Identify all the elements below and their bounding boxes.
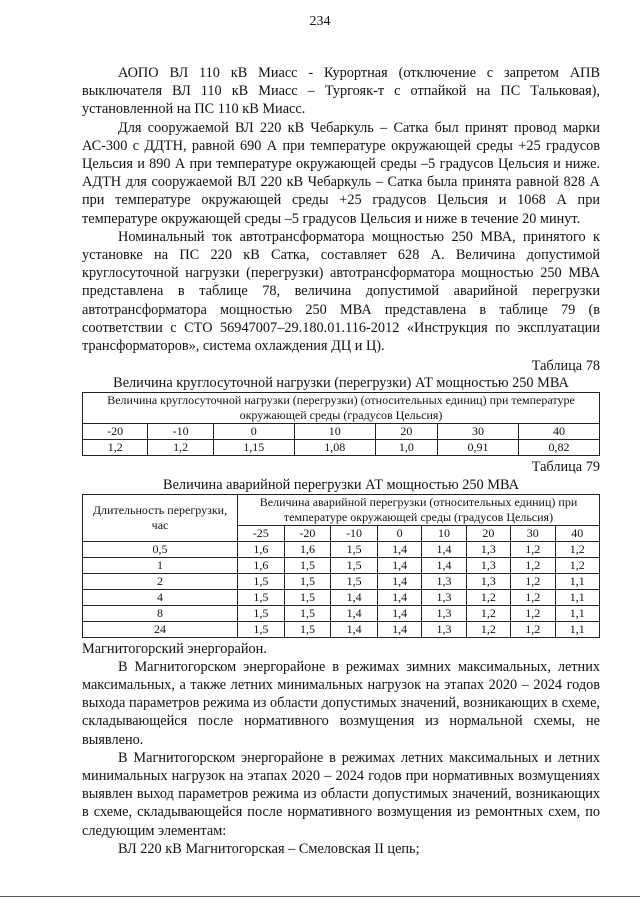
table-79-duration-header: Длительность перегрузки, час (83, 494, 238, 541)
value-cell: 1,2 (555, 541, 600, 557)
value-cell: 1,1 (555, 573, 600, 589)
table-row (83, 573, 600, 589)
temp-cell: -20 (83, 424, 148, 440)
table-78-caption: Величина круглосуточной нагрузки (перегрузки) АТ мощностью 250 МВА (113, 375, 569, 392)
value-cell: 1,6 (238, 557, 285, 573)
section-title: Магнитогорский энергорайон. (82, 640, 267, 657)
value-cell: 1,5 (284, 621, 331, 637)
value-cell: 1,5 (284, 605, 331, 621)
value-cell: 1,5 (238, 589, 285, 605)
value-cell: 0,91 (437, 440, 518, 456)
value-cell: 1,2 (466, 605, 510, 621)
temp-cell: 40 (518, 424, 599, 440)
paragraph: Для сооружаемой ВЛ 220 кВ Чебаркуль – Сатка был принят провод марки АС-300 с ДДТН, равной 690 А при температуре окружающей среды +25 градусов Цельсия и 890 А при температуре окружающей среды –5 градусов Цельсия и ниже. АДТН для сооружаемой ВЛ 220 кВ Чебаркуль – Сатка была принята равной 828 А при температуре окружающей среды +25 градусов Цельсия и 1068 А при температуре окружающей среды –5 градусов Цельсия и ниже в течение 20 минут. (82, 119, 600, 227)
value-cell: 1,2 (511, 573, 555, 589)
value-cell: 1,5 (331, 557, 378, 573)
value-cell: 1,4 (331, 605, 378, 621)
value-cell: 1,4 (377, 621, 421, 637)
table-row (83, 621, 600, 637)
page-number: 234 (309, 14, 331, 29)
value-cell: 1,2 (466, 621, 510, 637)
value-cell: 1,3 (466, 541, 510, 557)
value-cell: 1,2 (511, 621, 555, 637)
temp-cell: -25 (238, 525, 285, 541)
table-78-temps-row (83, 424, 600, 440)
value-cell: 1,3 (422, 573, 466, 589)
table-79-label: Таблица 79 (531, 459, 600, 476)
table-78-values-row (83, 440, 600, 456)
value-cell: 1,5 (238, 605, 285, 621)
value-cell: 1,2 (511, 589, 555, 605)
temp-cell: 40 (555, 525, 600, 541)
bottom-divider (0, 896, 640, 897)
value-cell: 1,4 (377, 557, 421, 573)
paragraph: АОПО ВЛ 110 кВ Миасс - Курортная (отключение с запретом АПВ выключателя ВЛ 110 кВ Миасс – Тургояк-т с отпайкой на ПС Тальковая), установленной на ПС 110 кВ Миасс. (82, 65, 600, 118)
temp-cell: 0 (377, 525, 421, 541)
value-cell: 1,2 (511, 605, 555, 621)
value-cell: 1,5 (284, 573, 331, 589)
paragraph: В Магнитогорском энергорайоне в режимах зимних максимальных, летних максимальных, а также летних минимальных нагрузок на этапах 2020 – 2024 годов выхода параметров режима из области допустимых значений, возникающих в схеме, складывающейся после нормативного возмущения из нормальной схемы, не выявлено. (82, 658, 600, 748)
value-cell: 1,1 (555, 621, 600, 637)
value-cell: 1,3 (422, 621, 466, 637)
value-cell: 1,3 (466, 557, 510, 573)
table-78 (82, 392, 600, 456)
value-cell: 1,4 (377, 589, 421, 605)
table-79-caption: Величина аварийной перегрузки АТ мощностью 250 МВА (163, 476, 519, 493)
paragraph: Номинальный ток автотрансформатора мощностью 250 МВА, принятого к установке на ПС 220 кВ Сатка, составляет 628 А. Величина допустимой круглосуточной нагрузки (перегрузки) автотрансформатора мощностью 250 МВА представлена в таблице 78, величина допустимой аварийной перегрузки автотрансформатора мощностью 250 МВА представлена в таблице 79 (в соответствии с СТО 56947007–29.180.01.116-2012 «Инструкция по эксплуатации трансформаторов», система охлаждения ДЦ и Ц). (82, 228, 600, 355)
value-cell: 1,15 (213, 440, 294, 456)
value-cell: 1,0 (375, 440, 437, 456)
value-cell: 1,3 (422, 605, 466, 621)
temp-cell: 0 (213, 424, 294, 440)
value-cell: 1,1 (555, 589, 600, 605)
value-cell: 1,5 (331, 541, 378, 557)
duration-cell: 2 (83, 573, 238, 589)
value-cell: 1,08 (294, 440, 375, 456)
duration-cell: 0,5 (83, 541, 238, 557)
value-cell: 1,5 (238, 621, 285, 637)
table-79 (82, 494, 600, 638)
table-79-header: Величина аварийной перегрузки (относительных единиц) при температуре окружающей среды (градусов Цельсия) (238, 494, 600, 525)
temp-cell: 10 (294, 424, 375, 440)
value-cell: 1,3 (466, 573, 510, 589)
duration-cell: 8 (83, 605, 238, 621)
value-cell: 1,4 (331, 621, 378, 637)
duration-cell: 1 (83, 557, 238, 573)
temp-cell: 10 (422, 525, 466, 541)
value-cell: 1,4 (331, 589, 378, 605)
value-cell: 1,4 (422, 541, 466, 557)
value-cell: 1,4 (377, 573, 421, 589)
paragraph: В Магнитогорском энергорайоне в режимах летних максимальных и летних минимальных нагрузок на этапах 2020 – 2024 годов при нормативных возмущениях выявлен выход параметров режима из области допустимых значений, возникающих в схеме, складывающейся после нормативного возмущения из ремонтных схем, по следующим элементам: (82, 749, 600, 839)
table-78-header: Величина круглосуточной нагрузки (перегрузки) (относительных единиц) при температуре окружающей среды (градусов Цельсия) (83, 393, 600, 424)
value-cell: 1,2 (555, 557, 600, 573)
value-cell: 1,2 (148, 440, 213, 456)
temp-cell: 30 (511, 525, 555, 541)
value-cell: 1,2 (511, 557, 555, 573)
value-cell: 1,5 (284, 589, 331, 605)
value-cell: 0,82 (518, 440, 599, 456)
value-cell: 1,5 (331, 573, 378, 589)
temp-cell: 20 (375, 424, 437, 440)
document-body (82, 64, 600, 858)
table-row (83, 541, 600, 557)
value-cell: 1,4 (377, 605, 421, 621)
paragraph: ВЛ 220 кВ Магнитогорская – Смеловская II цепь; (118, 840, 420, 857)
temp-cell: -10 (331, 525, 378, 541)
value-cell: 1,3 (422, 589, 466, 605)
value-cell: 1,4 (377, 541, 421, 557)
table-row (83, 589, 600, 605)
temp-cell: -10 (148, 424, 213, 440)
table-78-label: Таблица 78 (531, 358, 600, 375)
value-cell: 1,1 (555, 605, 600, 621)
value-cell: 1,6 (238, 541, 285, 557)
value-cell: 1,5 (238, 573, 285, 589)
duration-cell: 4 (83, 589, 238, 605)
duration-cell: 24 (83, 621, 238, 637)
temp-cell: 20 (466, 525, 510, 541)
table-row (83, 557, 600, 573)
temp-cell: -20 (284, 525, 331, 541)
value-cell: 1,4 (422, 557, 466, 573)
table-row (83, 605, 600, 621)
value-cell: 1,2 (511, 541, 555, 557)
value-cell: 1,2 (83, 440, 148, 456)
value-cell: 1,2 (466, 589, 510, 605)
value-cell: 1,5 (284, 557, 331, 573)
value-cell: 1,6 (284, 541, 331, 557)
temp-cell: 30 (437, 424, 518, 440)
